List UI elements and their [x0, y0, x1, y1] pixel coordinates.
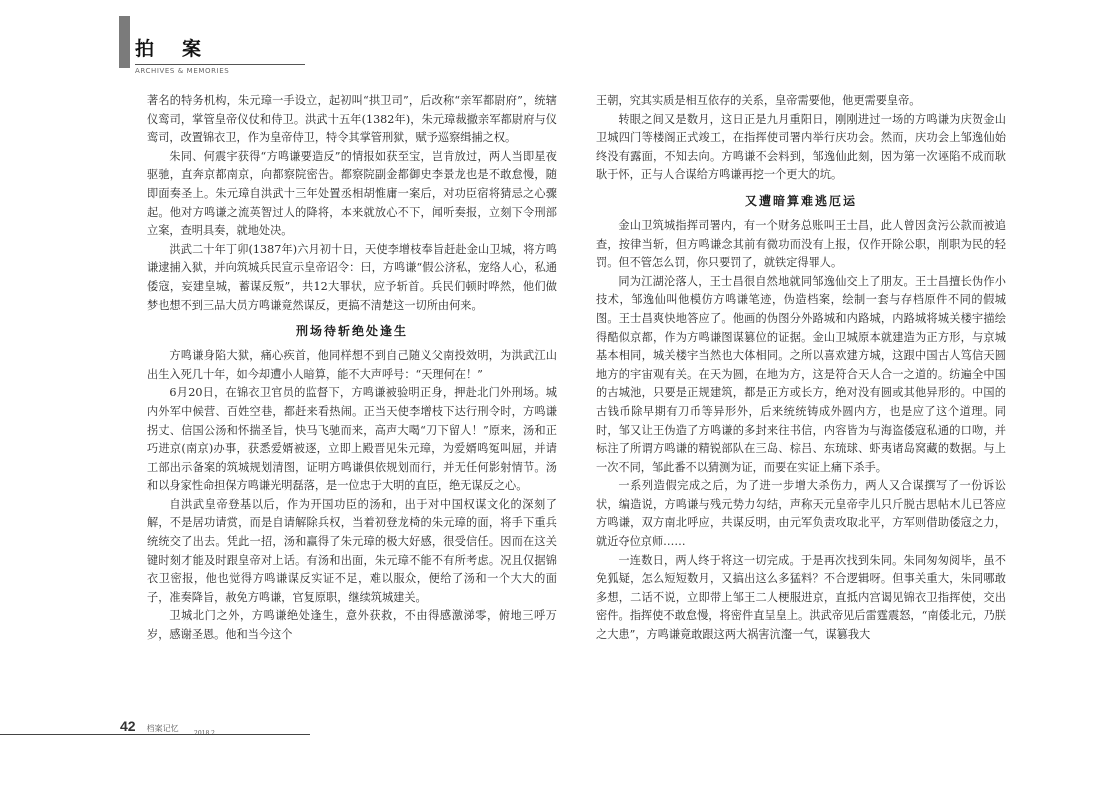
- page-footer: [120, 716, 179, 735]
- paragraph: 金山卫筑城指挥司署内，有一个财务总账叫王士昌，此人曾因贪污公款而被追查，按律当斩，但方鸣谦念其前有微功而没有上报，仅作开除公职，削职为民的轻罚。但不管怎么罚，你只要罚了，就铁定得罪人。: [596, 218, 1006, 270]
- paragraph: 洪武二十年丁卯(1387年)六月初十日，天使李增枝奉旨赶赴金山卫城，将方鸣谦逮捕入狱，并向筑城兵民宣示皇帝诏令：曰，方鸣谦“假公济私，宠络人心，私通倭寇，妄建皇城，蓄谋反叛”，共12大罪状，应予斩首。兵民们顿时哗然，他们做梦也想不到三品大员方鸣谦竟然谋反，更搞不清楚这一切所由何来。: [147, 242, 557, 312]
- subheading: 又遭暗算难逃厄运: [744, 193, 857, 208]
- left-text-column: [147, 92, 557, 645]
- paragraph: 自洪武皇帝登基以后，作为开国功臣的汤和，出于对中国权谋文化的深刻了解，不是居功请赏，而是自请解除兵权，当着初登龙椅的朱元璋的面，将手下重兵统统交了出去。凭此一招，汤和赢得了朱元璋的极大好感，很受信任。因而在这关键时刻才能及时跟皇帝对上话。有汤和出面，朱元璋不能不有所考虑。况且仅据锦衣卫密报，他也觉得方鸣谦谋反实证不足，难以服众，便给了汤和一个大大的面子，准奏降旨，赦免方鸣谦，官复原职，继续筑城建关。: [147, 497, 557, 604]
- paragraph: 6月20日，在锦衣卫官员的监督下，方鸣谦被验明正身，押赴北门外刑场。城内外军中候营、百姓空巷，都赶来看热闹。正当天使李增枝下达行刑令时，方鸣谦拐丈、信国公汤和怀揣圣旨，快马飞驰而来，高声大喝“刀下留人！”原来，汤和正巧进京(南京)办事，获悉爱婿被逐，立即上殿晋见朱元璋，为爱婿鸣冤叫屈，并请工部出示备案的筑城规划清图，证明方鸣谦俱依规划而行，并无任何影射情节。汤和以身家性命担保方鸣谦光明磊落，是一位忠于大明的直臣，绝无谋反之心。: [147, 386, 557, 493]
- paragraph: 方鸣谦身陷大狱，痛心疾首，他同样想不到自己随义父南投效明，为洪武江山出生入死几十年，如今却遭小人暗算，能不大声呼号：“天理何在！”: [147, 349, 557, 381]
- paragraph: 朱同、何震宇获得“方鸣谦要造反”的情报如获至宝，岂肯放过，两人当即星夜驱驰，直奔京都南京，向都察院密告。都察院副金都御史李景龙也是不敢怠慢，随即面奏圣上。朱元璋自洪武十三年处置丞相胡惟庸一案后，对功臣宿将猜忌之心骤起。他对方鸣谦之流英智过人的降将，本来就放心不下，闻听奏报，立刻下令刑部立案，查明具奏，就地处决。: [147, 149, 557, 238]
- page-number: 42: [120, 718, 136, 734]
- header-divider: [135, 64, 305, 65]
- paragraph: 著名的特务机构，朱元璋一手设立，起初叫“拱卫司”，后改称“亲军都尉府”，统辖仪鸾司，掌管皇帝仪仗和侍卫。洪武十五年(1382年)，朱元璋裁撤亲军都尉府与仪鸾司，改置锦衣卫，作为皇帝侍卫，特令其掌管刑狱，赋予巡察缉捕之权。: [147, 94, 557, 145]
- footer-divider: [0, 734, 310, 735]
- section-subtitle: ARCHIVES & MEMORIES: [135, 67, 230, 75]
- paragraph: 一系列造假完成之后，为了进一步增大杀伤力，两人又合谋撰写了一份诉讼状，编造说，方鸣谦与残元势力勾结，声称天元皇帝孛儿只斤脱古思帖木儿已答应方鸣谦，双方南北呼应，共谋反明，由元军负责攻取北平，方军则借助倭寇之力，就近夺位京师……: [596, 479, 1006, 549]
- section-marker-bar: [119, 16, 130, 68]
- subheading: 刑场待斩绝处逢生: [295, 324, 408, 339]
- paragraph: 王朝，究其实质是相互依存的关系，皇帝需要他，他更需要皇帝。: [596, 94, 921, 107]
- paragraph: 同为江湖沦落人，王士昌很自然地就同邹逸仙交上了朋友。王士昌擅长伪作小技术，邹逸仙叫他模仿方鸣谦笔迹，伪造档案，绘制一套与存档原件不同的假城图。王士昌爽快地答应了。他画的伪图分外路城和内路城，内路城将城关楼宇描绘得酷似京都，作为方鸣谦图谋篡位的证据。金山卫城原本就建造为正方形，与京城基本相同，城关楼宇当然也大体相同。之所以喜欢建方城，这跟中国古人笃信天圆地方的宇宙观有关。在天为圆，在地为方，这是符合天人合一之道的。纺遍全中国的古城池，只要是正规建筑，都是正方或长方，绝对没有圆或其他异形的。中国的古钱币除早期有刀币等异形外，后来统统铸成外圆内方，也是应了这个道理。同时，邹又让王伪造了方鸣谦的多封来往书信，内容皆为与海盗倭寇私通的口吻，并标注了所谓方鸣谦的精锐部队在三岛、棕吕、东琉球、虾夷诸岛窝藏的数据。与上一次不同，邹此番不以猜测为证，而要在实证上痛下杀手。: [596, 274, 1006, 474]
- journal-name: 档案记忆: [146, 724, 179, 733]
- right-text-column: [596, 92, 1006, 645]
- paragraph: 一连数日，两人终于将这一切完成。于是再次找到朱同。朱同匆匆阅毕，虽不免狐疑，怎么短短数月，又搞出这么多猛料？不合逻辑呀。但事关重大，朱同哪敢多想，二话不说，立即带上邹王二人梗服进京，直抵内宫谒见锦衣卫指挥使，交出密件。指挥使不敢怠慢，将密件直呈皇上。洪武帝见后雷霆震怒，“南倭北元，乃朕之大患”，方鸣谦竟敢跟这两大祸害沆瀣一气，谋篡我大: [596, 553, 1006, 642]
- paragraph: 卫城北门之外，方鸣谦绝处逢生，意外获救，不由得感激涕零，俯地三呼万岁，感谢圣恩。他和当今这个: [147, 609, 557, 642]
- section-title: 拍案: [135, 38, 230, 60]
- section-header: [135, 38, 229, 60]
- paragraph: 转眼之间又是数月，这日正是九月重阳日，刚刚进过一场的方鸣谦为庆贺金山卫城四门等楼阁正式竣工，在指挥使司署内举行庆功会。然而，庆功会上邹逸仙始终没有露面，不知去向。方鸣谦不会料到，邹逸仙此刻，因为第一次诬陷不成而耿耿于怀，正与人合谋给方鸣谦再挖一个更大的坑。: [596, 112, 1006, 182]
